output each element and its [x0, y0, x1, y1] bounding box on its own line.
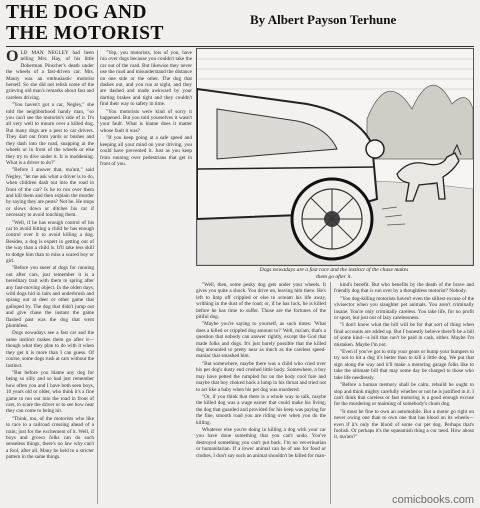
article-paragraph: "You haven't got a car, Negley," she told the neighborhood handy man, "so you can't see the motorist's side of it. It's all very well to mourn over a killed dog. But many dogs are a pest to car drivers. They dart out from yards or bushes and they dash into the road, snapping at the wheels or in front of the wheels or else they try to dive under it. It is maddening. What is a driver to do?": [6, 102, 94, 166]
article-column-3: [196, 282, 326, 506]
article-paragraph: "You dog-killing motorists haven't even the silliest excuse of the vivisector when you slaughter pet animals. You aren't criminally insane. You're only criminally careless. You take life, for no profit or sport, but just out of lazy carelessness.: [334, 295, 474, 322]
byline: By Albert Payson Terhune: [250, 12, 397, 27]
dog-and-automobile-illustration: [196, 48, 474, 266]
article-paragraph: Whatever else you're doing in killing a dog with your car you have done something that you can't undo. You've destroyed something you can't put back. I'm no vet-erinarian or humanitarian. If a lower animal can be of use for food or clothes, I don't say such an animal shouldn't be killed for man-: [196, 426, 326, 459]
drop-cap: O: [6, 50, 19, 65]
article-column-1: [6, 50, 94, 506]
caption-line-2: them go after it.: [316, 273, 352, 280]
caption-line-1: Dogs nowadays are a fast race and the instinct of the chase makes: [259, 267, 409, 273]
headline: [6, 2, 226, 44]
article-paragraph: kind's benefit. But who benefits by the death of the brave and friendly dog that is run over by a thoughtless motorist? Nobody.: [334, 282, 474, 295]
article-paragraph: "But before you blame any dog for being so silly and so bad just remember how often you and I have both seen boys, 10 years old or older, who think it's a fine game to run out into the road in front of cars, to scare the driver or to see how near they can come to being hit.: [6, 369, 94, 415]
article-paragraph: "You motorists were kind of sorry it happened. But you told yourselves it wasn't your fault. What is blame does it matter whose fault it was?: [100, 108, 192, 134]
article-paragraph: "Before a human memory shall be calm, rebuild he ought to stop and think mighty carefully whether or not he is justified in it. I can't think that careless or fast motoring is a good enough excuse for the murdering or maiming of somebody's chum dog.: [334, 382, 474, 408]
article-paragraph: "Yep, you motorists, lots of you, have run over dogs because you couldn't take the car out of the road. But likewise they never use the road and misunderstand the distance on one side or the other. The dog that dashes out, and you run at sight, and they are dashed and made awkward by your darting brakes and tight and they couldn't find their way to safety in time.: [100, 50, 192, 108]
article-column-2: [100, 50, 192, 506]
article-paragraph: "If you keep going at a safe speed and keeping all your mind on your driving, you could have prevented it. Just as you keep from running over pedestrians that get in front of you.: [100, 135, 192, 167]
article-paragraph: "Before you sneer at dogs for running out after cars, just remember it is a hereditary trait with them to spring after any fast-moving object. In the olden days, wild dogs hid in lairs and underbrush and sprang out at deer or other game that galloped by. The dog that didn't jump out and give chase the instant the game flashed past was the dog that went plumbless.: [6, 265, 94, 330]
article-paragraph: "It must be fine to own an automobile. But a motor go right on never owing one than to own one that has blood on its wheels—even if it's only the blood of some cur pet dog. Perhaps that's foolish. Or perhaps it's the squeamish thing a cur need. How about it, ma'am?": [334, 408, 474, 441]
article-paragraph: "Before I answer that, ma'am," said Negley, "let me ask what a driver is to do, when children dash out into the road in front of the car? Is he to run over them and kill them and then explain the murder by saying they are pests? Not he. He stops or slows down or ditches his car if necessary to avoid touching them.: [6, 167, 94, 219]
article-paragraph: "But somewhere, maybe there was a child who cried over his pet dog's dusty end crushed little body. Somewhere, a boy may have petted the rumpled fur on the body cool fore and maybe that boy choked back a lump in his throat and tried not to act like a baby when his pet dog was murdered.: [196, 360, 326, 393]
watermark-text: comicbooks.com: [392, 494, 474, 506]
article-paragraph: OLD MAN NEGLEY had been telling Mrs. Hay, of his little Doberman Pinscher's death under the wheels of a fast-driven car. Mrs. Mauty was an enthusiastic motorist herself. So she did not relish some of the grieving old man's remarks about fast and careless driving.: [6, 50, 94, 101]
article-paragraph: "Well, then, some pesky dog gets under your wheels. It gives you quite a shock. You drive on, leaving him there. He's left to limp off crippled or else to scream his life away, writhing in the dust of the road; or, if he has luck, he is killed before he has time to suffer. Those are the fortunes of the pitiful dog.: [196, 282, 326, 321]
article-paragraph: "Even if you've got to strip your gears or bump your bumpers to try not to hit a dog it's better than to kill a little dog. We put that sign along the way and it'll make a motoring garage folks like to take the ultimate bill that may some day be charged to those who take life needlessly.: [334, 349, 474, 381]
article-paragraph: "Maybe you're saying to yourself, as such times: 'What does a killed or crippled dog amount to?' Well, ma'am, that's a question that nobody can answer rightly, except the God that made folks and dogs. It's just barely possible that the killed dog amounted to pretty near as much as the careless speed-maniac that smashed him.: [196, 321, 326, 360]
article-column-4: [334, 282, 474, 490]
column-divider: [330, 282, 331, 504]
article-paragraph: Dogs nowadays see a fast car and the same instinct makes them go after it—though what they plan to do with it when they get it is more than I can guess. Of course, some dogs rush at cars without the instinct.: [6, 330, 94, 369]
header-rule: [6, 46, 474, 47]
illustration-svg: [197, 49, 473, 265]
article-paragraph: "Well, if he has enough control of his car to avoid hitting a child he has enough control over it to avoid killing a dog. Besides, a dog is expert in getting out of the way than a child is. It'll take less skill to dodge him than to miss a scared boy or girl.: [6, 219, 94, 264]
illustration-caption: [224, 267, 444, 280]
article-paragraph: "Or, if you think that there is a whole way to talk, maybe the killed dog was a wage earner that could make his living; the dog that guarded and provided for his keep was paying for the fine, smooth road you are riding over when you do the killing.: [196, 393, 326, 426]
headline-line-2: THE MOTORIST: [6, 23, 164, 44]
headline-line-1: THE DOG AND: [6, 2, 147, 23]
article-paragraph: "Think, too, of the motorists who like to race to a railroad crossing ahead of a train; just for the excitement of it. Well, if boys and grown folks can do such senseless things, there's no law why can't a fool, after all. Many be held to a stricter pattern in the same things.: [6, 415, 94, 461]
column-divider: [97, 50, 98, 504]
article-paragraph: "I don't know what the bill will be for that sort of thing when final accounts are added up. But I honestly believe there'll be a bill of some kind—a bill that can't be paid in cash, either. Maybe I'm mistaken. Maybe I'm not.: [334, 322, 474, 348]
